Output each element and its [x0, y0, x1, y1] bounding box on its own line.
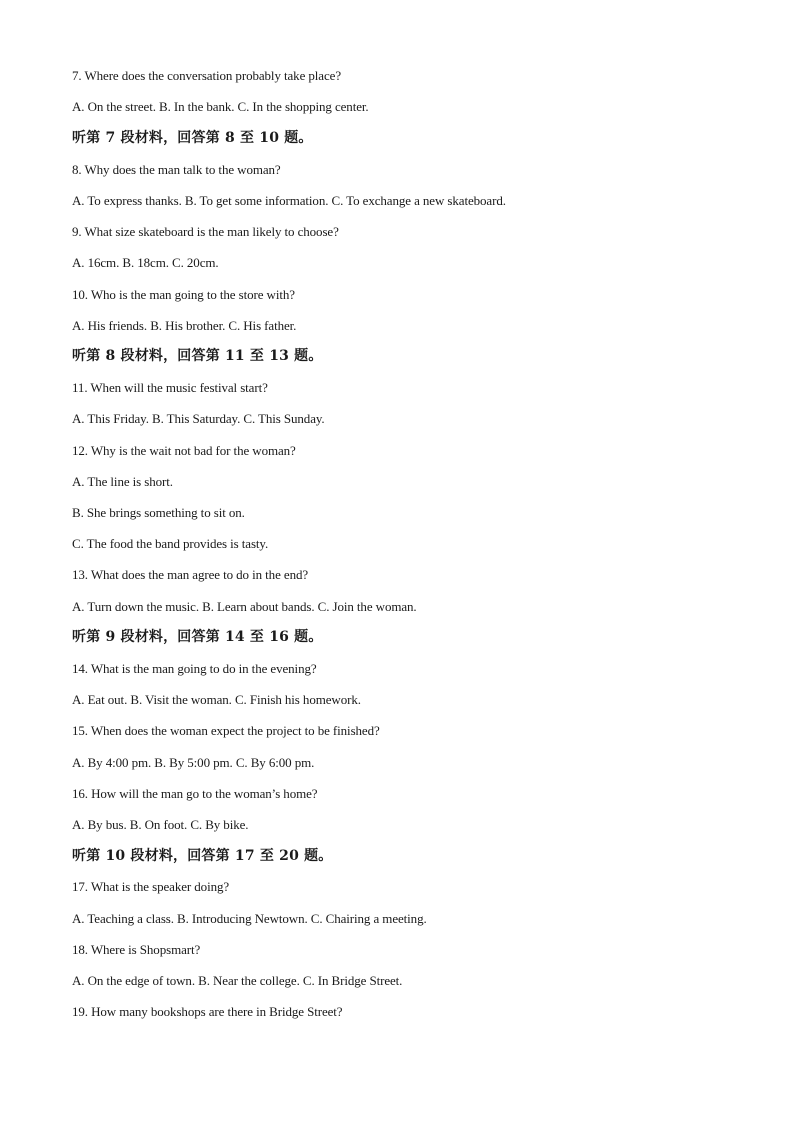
question-15-options: A. By 4:00 pm. B. By 5:00 pm. C. By 6:00 pm. — [72, 755, 315, 770]
question-19: 19. How many bookshops are there in Bridge Street? — [72, 1004, 343, 1019]
question-15: 15. When does the woman expect the project to be finished? — [72, 723, 380, 738]
question-16-options: A. By bus. B. On foot. C. By bike. — [72, 817, 249, 832]
question-12-option-b: B. She brings something to sit on. — [72, 505, 245, 520]
section-heading-7: 听第 7 段材料，回答第 8 至 10 题。 — [72, 130, 313, 146]
section-heading-10: 听第 10 段材料，回答第 17 至 20 题。 — [72, 848, 333, 864]
question-11: 11. When will the music festival start? — [72, 380, 268, 395]
question-8: 8. Why does the man talk to the woman? — [72, 162, 281, 177]
question-17-options: A. Teaching a class. B. Introducing Newtown. C. Chairing a meeting. — [72, 911, 427, 926]
question-9: 9. What size skateboard is the man likely to choose? — [72, 224, 339, 239]
question-10: 10. Who is the man going to the store with? — [72, 287, 295, 302]
question-7-options: A. On the street. B. In the bank. C. In the shopping center. — [72, 99, 369, 114]
question-13-options: A. Turn down the music. B. Learn about bands. C. Join the woman. — [72, 599, 417, 614]
question-17: 17. What is the speaker doing? — [72, 879, 230, 894]
question-16: 16. How will the man go to the woman’s home? — [72, 786, 318, 801]
question-7: 7. Where does the conversation probably take place? — [72, 68, 341, 83]
question-9-options: A. 16cm. B. 18cm. C. 20cm. — [72, 255, 219, 270]
question-13: 13. What does the man agree to do in the end? — [72, 567, 309, 582]
question-12-option-c: C. The food the band provides is tasty. — [72, 536, 269, 551]
question-14-options: A. Eat out. B. Visit the woman. C. Finish his homework. — [72, 692, 361, 707]
section-heading-8: 听第 8 段材料，回答第 11 至 13 题。 — [72, 348, 323, 364]
question-8-options: A. To express thanks. B. To get some information. C. To exchange a new skateboard. — [72, 193, 506, 208]
question-14: 14. What is the man going to do in the evening? — [72, 661, 317, 676]
question-18-options: A. On the edge of town. B. Near the college. C. In Bridge Street. — [72, 973, 403, 988]
section-heading-9: 听第 9 段材料，回答第 14 至 16 题。 — [72, 629, 323, 645]
question-10-options: A. His friends. B. His brother. C. His father. — [72, 318, 297, 333]
question-12-option-a: A. The line is short. — [72, 474, 173, 489]
question-12: 12. Why is the wait not bad for the woman? — [72, 443, 296, 458]
question-18: 18. Where is Shopsmart? — [72, 942, 201, 957]
question-11-options: A. This Friday. B. This Saturday. C. This Sunday. — [72, 411, 325, 426]
